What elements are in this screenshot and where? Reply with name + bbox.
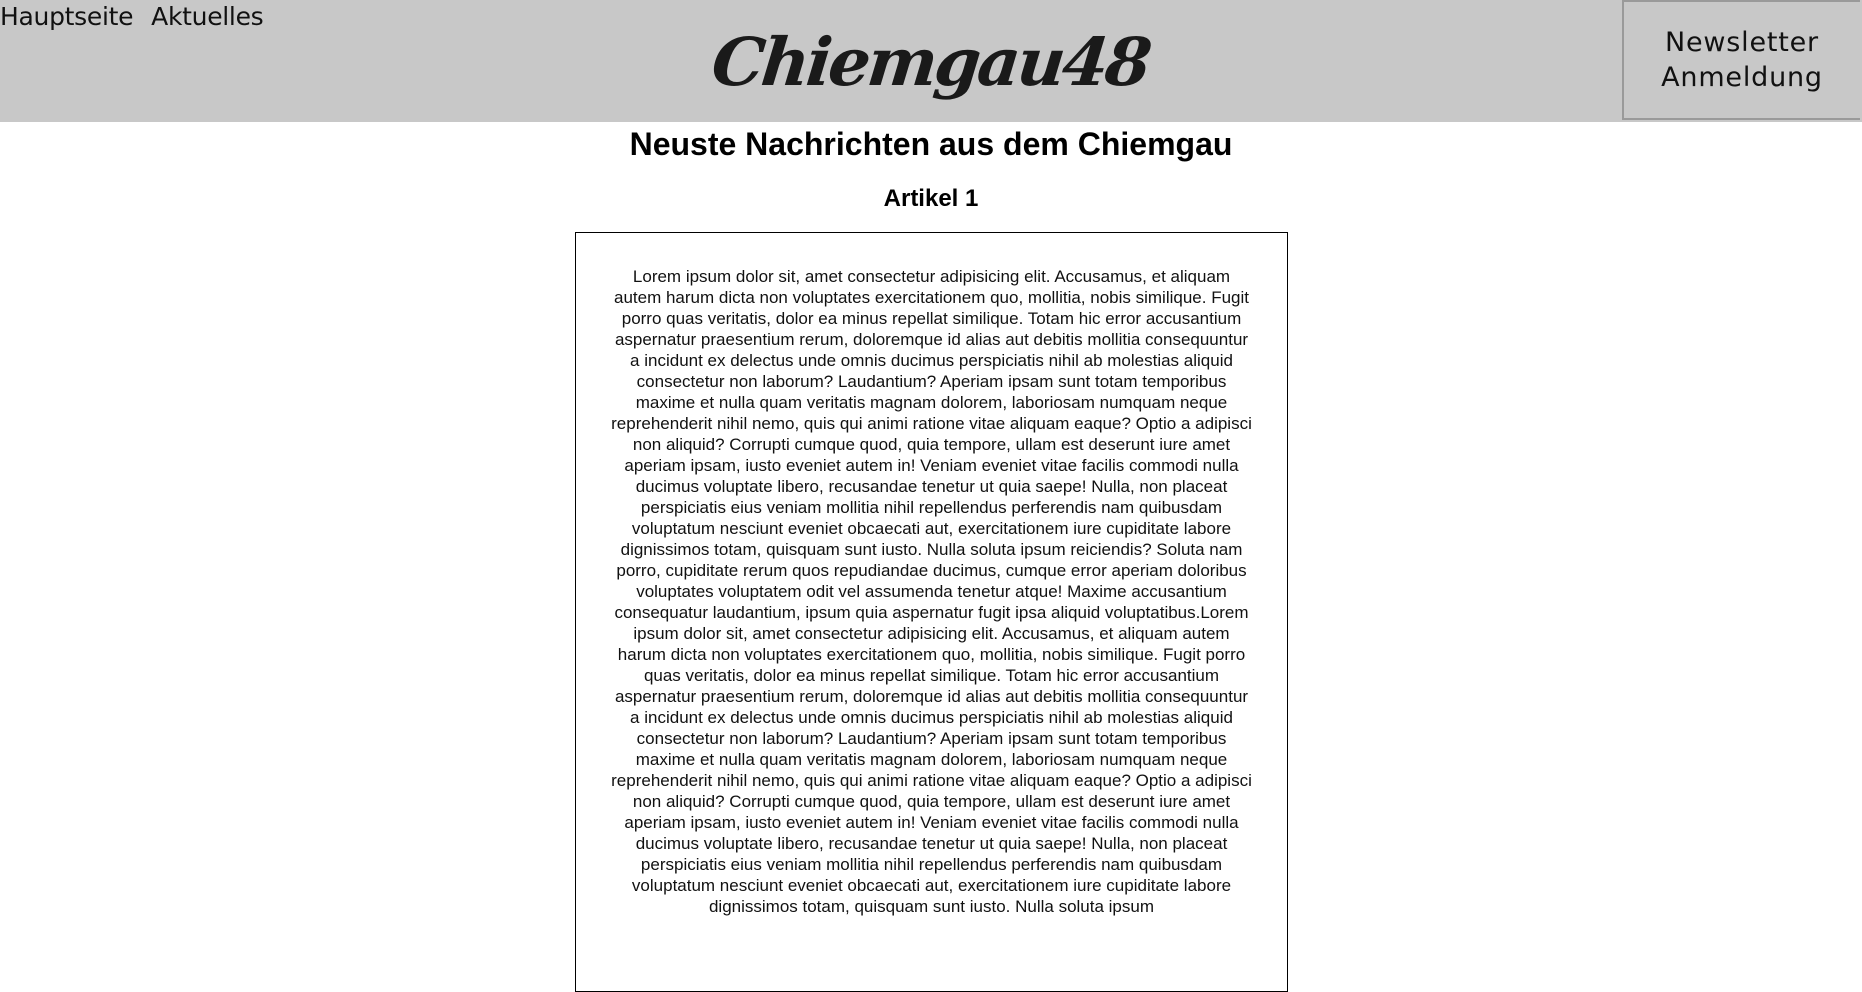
newsletter-label: [1661, 25, 1823, 95]
site-header: [0, 0, 1862, 122]
newsletter-signup-button[interactable]: [1622, 0, 1860, 120]
article-card: [575, 232, 1288, 992]
nav-link-aktuelles[interactable]: Aktuelles: [151, 2, 264, 31]
main-nav: [0, 0, 263, 34]
newsletter-label-line1: Newsletter: [1665, 27, 1819, 58]
article-title: Artikel 1: [883, 185, 979, 212]
article-body: Lorem ipsum dolor sit, amet consectetur adipisicing elit. Accusamus, et aliquam autem harum dicta non voluptates exercitationem quo, mollitia, nobis similique. Fugit porro quas veritatis, dolor ea minus repellat similique. Totam hic error accusantium aspernatur praesentium rerum, doloremque id alias aut debitis mollitia consequuntur a incidunt ex delectus unde omnis ducimus perspiciatis nihil ab molestias aliquid consectetur non laborum? Laudantium? Aperiam ipsam sunt totam temporibus maxime et nulla quam veritatis magnam dolorem, laboriosam numquam neque reprehenderit nihil nemo, quis qui animi ratione vitae aliquam eaque? Optio a adipisci non aliquid? Corrupti cumque quod, quia tempore, ullam est deserunt iure amet aperiam ipsam, iusto eveniet autem in! Veniam eveniet vitae facilis commodi nulla ducimus voluptate libero, recusandae tenetur ut quia saepe! Nulla, non placeat perspiciatis eius veniam mollitia nihil repellendus perferendis nam quibusdam voluptatum nesciunt eveniet obcaecati aut, exercitationem iure cupiditate labore dignissimos totam, quisquam sunt iusto. Nulla soluta ipsum reiciendis? Soluta nam porro, cupiditate rerum quos repudiandae ducimus, cumque error aperiam doloribus voluptates voluptatem odit vel assumenda tenetur atque! Maxime accusantium consequatur laudantium, ipsum quia aspernatur fugit ipsa aliquid voluptatibus.Lorem ipsum dolor sit, amet consectetur adipisicing elit. Accusamus, et aliquam autem harum dicta non voluptates exercitationem quo, mollitia, nobis similique. Fugit porro quas veritatis, dolor ea minus repellat similique. Totam hic error accusantium aspernatur praesentium rerum, doloremque id alias aut debitis mollitia consequuntur a incidunt ex delectus unde omnis ducimus perspiciatis nihil ab molestias aliquid consectetur non laborum? Laudantium? Aperiam ipsam sunt totam temporibus maxime et nulla quam veritatis magnam dolorem, laboriosam numquam neque reprehenderit nihil nemo, quis qui animi ratione vitae aliquam eaque? Optio a adipisci non aliquid? Corrupti cumque quod, quia tempore, ullam est deserunt iure amet aperiam ipsam, iusto eveniet autem in! Veniam eveniet vitae facilis commodi nulla ducimus voluptate libero, recusandae tenetur ut quia saepe! Nulla, non placeat perspiciatis eius veniam mollitia nihil repellendus perferendis nam quibusdam voluptatum nesciunt eveniet obcaecati aut, exercitationem iure cupiditate labore dignissimos totam, quisquam sunt iusto. Nulla soluta ipsum: [611, 267, 1252, 916]
site-logo[interactable]: Chiemgau48: [708, 22, 1153, 101]
nav-link-hauptseite[interactable]: Hauptseite: [0, 2, 134, 31]
newsletter-label-line2: Anmeldung: [1661, 62, 1823, 93]
page-title: Neuste Nachrichten aus dem Chiemgau: [629, 126, 1233, 162]
